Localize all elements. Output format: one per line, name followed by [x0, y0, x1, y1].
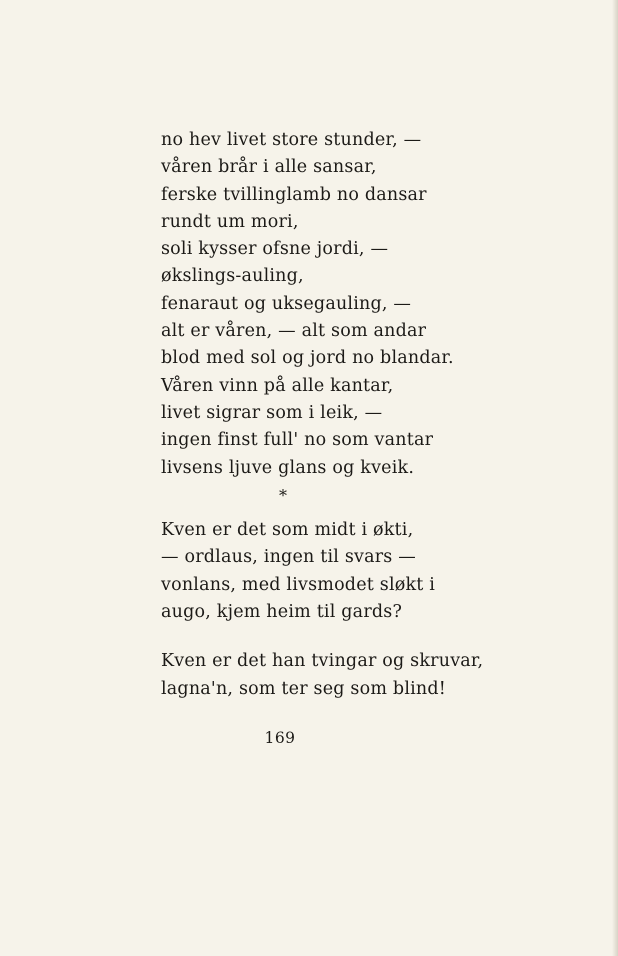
poem-line: ferske tvillinglamb no dansar — [161, 184, 427, 205]
poem-line: livsens ljuve glans og kveik. — [161, 457, 415, 478]
poem-line: økslings-auling, — [161, 266, 304, 287]
poem-line: livet sigrar som i leik, — — [161, 402, 383, 423]
poem-line: vonlans, med livsmodet sløkt i — [161, 574, 436, 595]
poem-line: augo, kjem heim til gards? — [161, 602, 403, 623]
poem-line: våren brår i alle sansar, — [161, 157, 377, 178]
poem-line: ingen finst full' no som vantar — [161, 430, 434, 451]
poem-line: — ordlaus, ingen til svars — — [161, 547, 416, 568]
poem-line: fenaraut og uksegauling, — — [161, 293, 412, 314]
page-number: 169 — [264, 729, 296, 747]
section-separator: * — [279, 485, 287, 505]
stanza-3 — [161, 648, 501, 703]
poem-line: no hev livet store stunder, — — [161, 130, 422, 150]
poem-line: blod med sol og jord no blandar. — [161, 348, 454, 369]
poem-line: soli kysser ofsne jordi, — — [161, 239, 389, 260]
poem-line: Våren vinn på alle kantar, — [161, 375, 394, 396]
poem-line: rundt um mori, — [161, 211, 299, 232]
stanza-2 — [161, 517, 501, 626]
page-edge-shadow — [612, 0, 618, 956]
stanza-spacer — [161, 626, 501, 648]
stanza-spacer — [161, 509, 501, 517]
poem-line: alt er våren, — alt som andar — [161, 321, 427, 342]
stanza-1 — [161, 127, 501, 482]
poem-line: lagna'n, som ter seg som blind! — [161, 678, 447, 699]
poem-line: Kven er det han tvingar og skruvar, — [161, 651, 484, 672]
poem-text — [161, 127, 501, 703]
poem-line: Kven er det som midt i økti, — [161, 520, 414, 541]
